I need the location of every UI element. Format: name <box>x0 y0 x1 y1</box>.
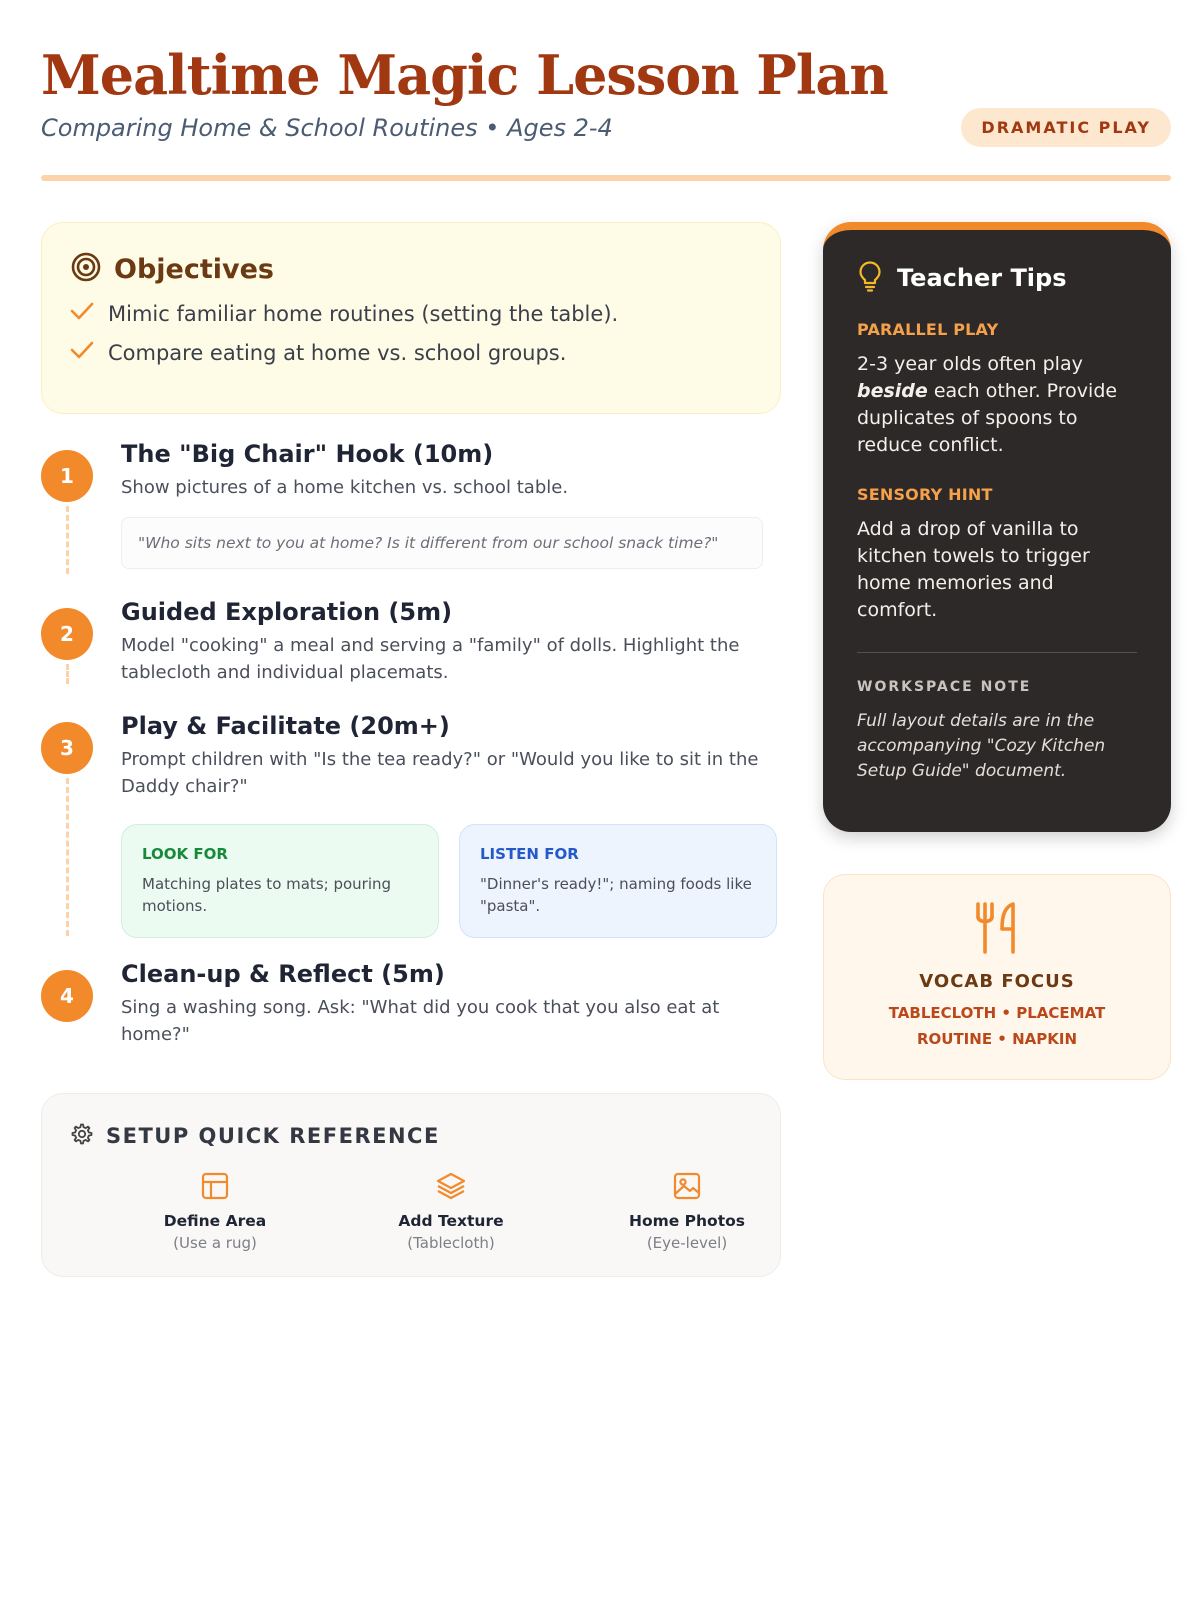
workspace-note-text: Full layout details are in the accompanying "Cozy Kitchen Setup Guide" document. <box>857 711 1106 781</box>
setup-title: SETUP QUICK REFERENCE <box>106 1124 440 1148</box>
step-connector <box>66 778 69 936</box>
listen-for-text: "Dinner's ready!"; naming foods like "pasta". <box>480 875 752 915</box>
tips-divider <box>857 652 1137 653</box>
step-connector <box>66 664 69 684</box>
look-for-label: LOOK FOR <box>142 845 228 863</box>
vocab-words <box>824 1000 1170 1052</box>
parallel-play-text <box>857 351 1137 459</box>
teacher-tips-card <box>823 222 1171 832</box>
objectives-card <box>41 222 781 414</box>
vocab-line: ROUTINE • NAPKIN <box>916 1030 1078 1048</box>
target-icon <box>70 251 102 287</box>
step-title: Clean-up & Reflect (5m) <box>121 960 445 988</box>
header-divider <box>41 175 1171 181</box>
step-description: Model "cooking" a meal and serving a "family" of dolls. Highlight the tablecloth and individual placemats. <box>121 635 740 683</box>
step-number-badge: 4 <box>41 970 93 1022</box>
setup-item-sub: (Eye-level) <box>646 1234 728 1252</box>
listen-for-box <box>459 824 777 938</box>
layout-icon <box>199 1170 231 1202</box>
header <box>41 40 1171 180</box>
vocab-focus-card <box>823 874 1171 1080</box>
step-body <box>121 440 781 569</box>
step-description: Show pictures of a home kitchen vs. school table. <box>121 477 569 498</box>
tips-header <box>857 260 1137 296</box>
prompt-quote: "Who sits next to you at home? Is it different from our school snack time?" <box>121 517 763 569</box>
step-description: Sing a washing song. Ask: "What did you cook that you also eat at home?" <box>121 997 720 1045</box>
step-body <box>121 960 781 1048</box>
tip-text-part: each other. Provide duplicates of spoons to reduce conflict. <box>857 380 1118 456</box>
layers-icon <box>435 1170 467 1202</box>
step-body <box>121 598 781 686</box>
setup-reference-card <box>41 1093 781 1277</box>
setup-item-define-area <box>95 1170 335 1252</box>
step-title: Play & Facilitate (20m+) <box>121 712 450 740</box>
step-number-badge: 2 <box>41 608 93 660</box>
step-body <box>121 712 781 800</box>
tips-title: Teacher Tips <box>897 264 1067 292</box>
tip-text-part: 2-3 year olds often play <box>857 353 1083 375</box>
objective-text: Compare eating at home vs. school groups. <box>108 340 567 365</box>
setup-item-sub: (Tablecloth) <box>407 1234 495 1252</box>
tip-emphasis: beside <box>857 380 928 402</box>
sensory-hint-label: SENSORY HINT <box>857 485 993 504</box>
page-title: Mealtime Magic Lesson Plan <box>41 43 888 107</box>
step-connector <box>66 506 69 574</box>
objective-text: Mimic familiar home routines (setting the table). <box>108 301 619 326</box>
category-badge: DRAMATIC PLAY <box>961 108 1171 147</box>
objective-item <box>70 301 752 326</box>
objectives-list <box>70 301 752 365</box>
workspace-note-label: WORKSPACE NOTE <box>857 679 1032 695</box>
step-title: The "Big Chair" Hook (10m) <box>121 440 494 468</box>
step-description: Prompt children with "Is the tea ready?" or "Would you like to sit in the Daddy chair?" <box>121 749 759 797</box>
setup-item-label: Define Area <box>163 1212 267 1230</box>
objectives-header <box>70 251 752 287</box>
setup-item-add-texture <box>331 1170 571 1252</box>
setup-item-sub: (Use a rug) <box>173 1234 257 1252</box>
listen-for-label: LISTEN FOR <box>480 845 579 863</box>
utensils-icon <box>973 940 1021 959</box>
setup-header <box>70 1122 752 1150</box>
objectives-title: Objectives <box>114 253 274 285</box>
check-icon <box>70 301 94 326</box>
vocab-title: VOCAB FOCUS <box>919 971 1075 992</box>
look-for-text: Matching plates to mats; pouring motions. <box>142 875 392 915</box>
setup-item-label: Add Texture <box>398 1212 504 1230</box>
sensory-hint-text: Add a drop of vanilla to kitchen towels to trigger home memories and comfort. <box>857 518 1090 621</box>
step-number-badge: 1 <box>41 450 93 502</box>
vocab-line: TABLECLOTH • PLACEMAT <box>888 1004 1106 1022</box>
check-icon <box>70 340 94 365</box>
step-title: Guided Exploration (5m) <box>121 598 453 626</box>
page-subtitle: Comparing Home & School Routines • Ages 2-4 <box>41 114 613 142</box>
gear-icon <box>70 1122 94 1150</box>
setup-item-home-photos <box>567 1170 807 1252</box>
setup-item-label: Home Photos <box>628 1212 745 1230</box>
look-for-box <box>121 824 439 938</box>
parallel-play-label: PARALLEL PLAY <box>857 320 999 339</box>
objective-item <box>70 340 752 365</box>
lightbulb-icon <box>857 260 883 296</box>
image-icon <box>671 1170 703 1202</box>
step-number-badge: 3 <box>41 722 93 774</box>
setup-items <box>42 1170 782 1260</box>
